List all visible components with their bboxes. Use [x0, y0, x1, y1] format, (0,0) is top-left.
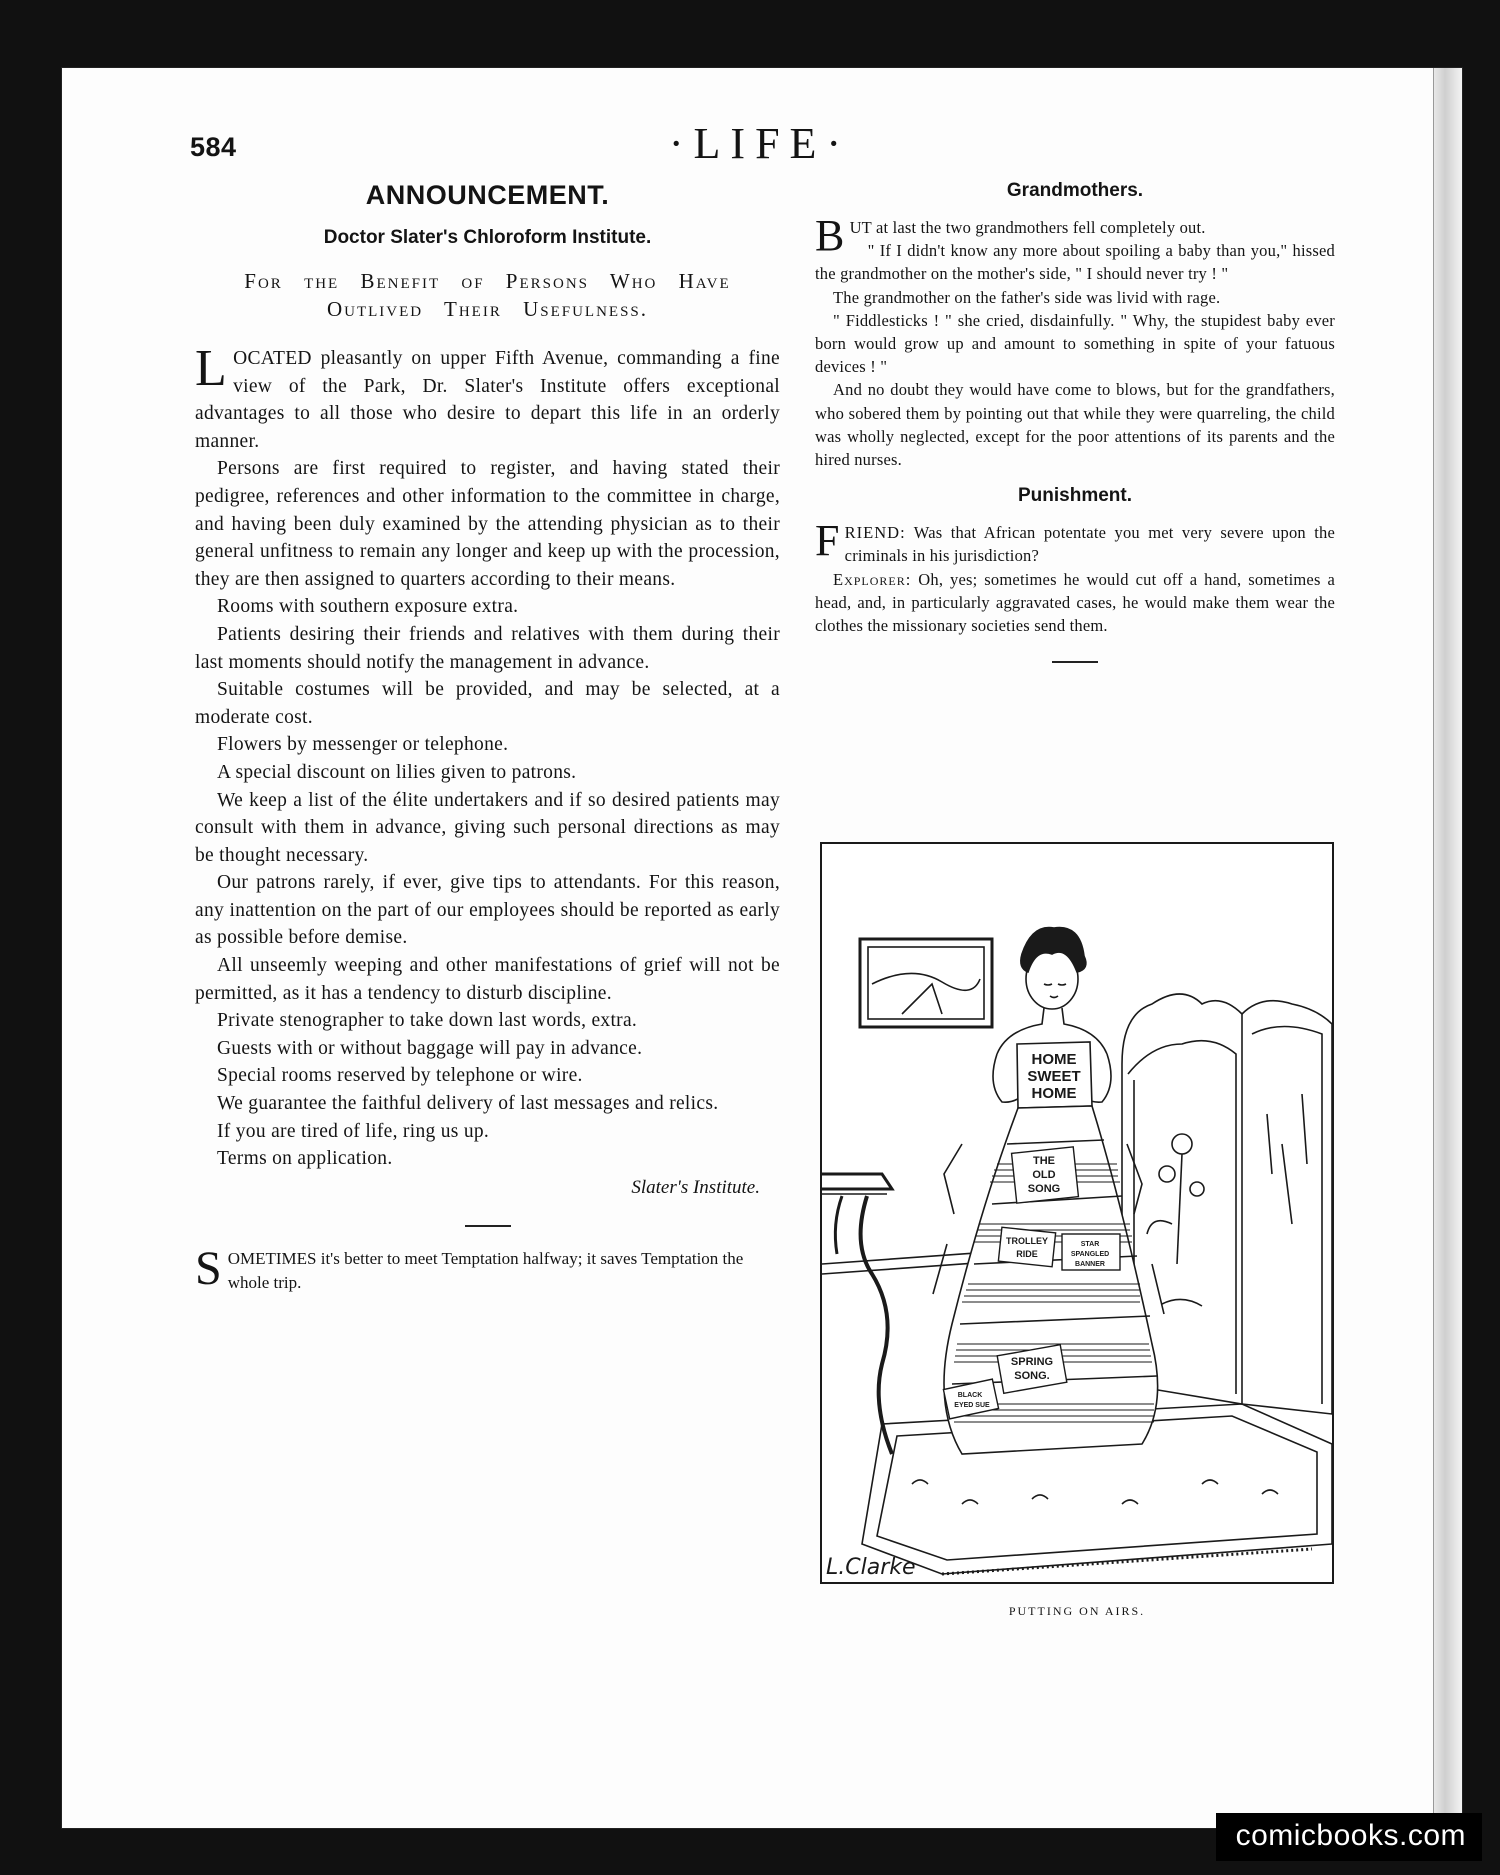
- paragraph: Private stenographer to take down last words, extra.: [217, 1010, 638, 1032]
- sheet-label: HOME: [1031, 1085, 1077, 1102]
- masthead-life: ·LIFE·: [668, 119, 852, 168]
- right-column: [815, 180, 1335, 663]
- sheet-label: STAR: [1080, 1241, 1100, 1248]
- page-number: 584: [190, 132, 237, 162]
- paragraph: Rooms with southern exposure extra.: [217, 596, 519, 618]
- sheet-label: TROLLEY: [1006, 1236, 1048, 1246]
- illustration-caption: PUTTING ON AIRS.: [1008, 1604, 1146, 1618]
- sheet-label: HOME: [1031, 1051, 1077, 1068]
- paragraph: Terms on application.: [217, 1148, 393, 1170]
- paragraph: All unseemly weeping and other manifestations of grief will not be permitted, as it has a tendency to disturb discipline.: [195, 955, 780, 1004]
- paragraph: If you are tired of life, ring us up.: [217, 1120, 490, 1142]
- sheet-label: EYED SUE: [954, 1402, 990, 1409]
- drop-cap: F: [815, 516, 840, 566]
- paragraph: Guests with or without baggage will pay in advance.: [217, 1037, 643, 1059]
- sheet-label: SPRING: [1010, 1356, 1054, 1368]
- paragraph: LOCATED pleasantly on upper Fifth Avenue, commanding a fine view of the Park, Dr. Slater's Institute offers exceptional advantages to all those who desire to depart this life in an orderly manner.: [195, 340, 780, 452]
- sheet-label: OLD: [1032, 1169, 1056, 1181]
- paragraph: Flowers by messenger or telephone.: [217, 734, 509, 756]
- punishment-title: Punishment.: [1017, 485, 1132, 507]
- announcement-subtitle: Doctor Slater's Chloroform Institute.: [323, 227, 652, 248]
- drop-cap: B: [815, 211, 845, 260]
- cartoon-drawing: [822, 844, 1332, 1582]
- sheet-label: BLACK: [957, 1392, 983, 1399]
- section-divider: [1052, 661, 1098, 663]
- paragraph: Suitable costumes will be provided, and may be selected, at a moderate cost.: [195, 679, 780, 728]
- announcement-body: [195, 340, 780, 1173]
- announcement-title: ANNOUNCEMENT.: [365, 180, 610, 210]
- paragraph: We guarantee the faithful delivery of last messages and relics.: [217, 1093, 719, 1115]
- site-watermark[interactable]: comicbooks.com: [1216, 1813, 1482, 1861]
- paragraph: A special discount on lilies given to patrons.: [217, 761, 577, 783]
- paragraph: " Fiddlesticks ! " she cried, disdainfully. " Why, the stupidest baby ever born would grow up and amount to something in spite of your fatuous devices ! ": [815, 310, 1335, 377]
- heading-line-2: Outlived Their Usefulness.: [326, 297, 649, 321]
- paragraph: BUT at last the two grandmothers fell completely out.: [815, 211, 1206, 260]
- paragraph: Patients desiring their friends and relatives with them during their last moments should notify the management in advance.: [195, 623, 780, 673]
- paragraph: Persons are first required to register, and having stated their pedigree, references and other information to the committee in charge, and having been duly examined by the attending physician as to their general unfitness to remain any longer and keep up with the procession, they are then assigned to quarters according to their means.: [195, 458, 780, 590]
- sheet-label: SONG.: [1014, 1370, 1050, 1382]
- sheet-label: RIDE: [1016, 1249, 1038, 1259]
- signature: Slater's Institute.: [631, 1176, 760, 1198]
- sheet-label: SWEET: [1027, 1068, 1081, 1085]
- sheet-label: SONG: [1027, 1183, 1061, 1195]
- next-page-edge: [1433, 68, 1462, 1828]
- grandmothers-title: Grandmothers.: [1006, 180, 1144, 201]
- paragraph: Explorer: Oh, yes; sometimes he would cut off a hand, sometimes a head, and, in particularly aggravated cases, he would make them wear the clothes the missionary societies send them.: [815, 569, 1335, 636]
- section-divider: [465, 1225, 511, 1227]
- paragraph: And no doubt they would have come to blows, but for the grandfathers, who sobered them by pointing out that while they were quarreling, the child was wholly neglected, except for the poor attentions of its parents and the hired nurses.: [815, 380, 1335, 470]
- paragraph: " If I didn't know any more about spoiling a baby than you," hissed the grandmother on the mother's side, " I should never try ! ": [815, 241, 1335, 284]
- drop-cap: S: [195, 1241, 222, 1295]
- closing-quip: [195, 1241, 780, 1295]
- paragraph: Our patrons rarely, if ever, give tips to attendants. For this reason, any inattention on the part of our employees should be reported as early as possible before demise.: [195, 872, 780, 949]
- paragraph: SOMETIMES it's better to meet Temptation halfway; it saves Temptation the whole trip.: [195, 1241, 744, 1295]
- artist-signature: L.Clarke: [826, 1555, 916, 1580]
- sheet-label: SPANGLED: [1070, 1251, 1110, 1258]
- grandmothers-body: [815, 211, 1335, 471]
- heading-line-1: For the Benefit of Persons Who Have: [244, 269, 731, 293]
- paragraph: FRIEND: Was that African potentate you met very severe upon the criminals in his jurisdiction?: [815, 516, 1336, 566]
- punishment-body: [815, 516, 1336, 637]
- paragraph: Special rooms reserved by telephone or wire.: [217, 1065, 583, 1087]
- paragraph: We keep a list of the élite undertakers and if so desired patients may consult with them in advance, giving such personal directions as may be thought necessary.: [195, 789, 780, 866]
- paragraph: The grandmother on the father's side was livid with rage.: [833, 287, 1221, 307]
- drop-cap: L: [195, 340, 228, 397]
- cartoon-illustration: [820, 842, 1334, 1584]
- left-column: [195, 180, 780, 1295]
- sheet-label: THE: [1033, 1155, 1055, 1167]
- announcement-heading: [195, 267, 780, 323]
- sheet-label: BANNER: [1075, 1261, 1105, 1268]
